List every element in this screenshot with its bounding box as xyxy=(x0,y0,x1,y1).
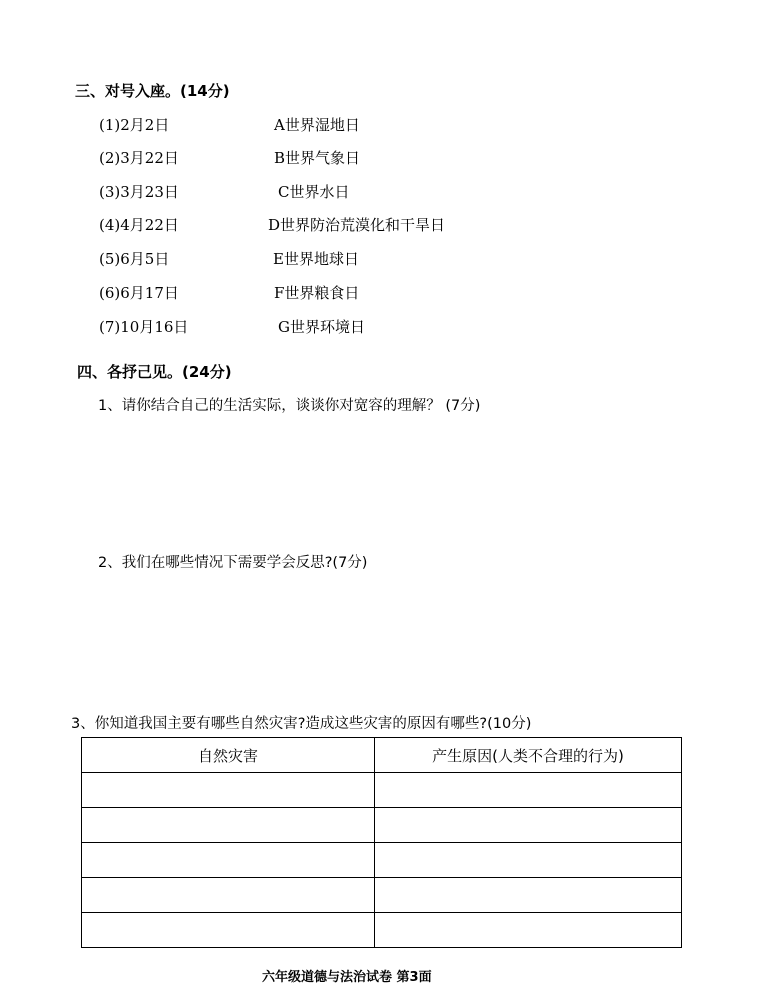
table-row xyxy=(82,808,682,843)
answer-cell[interactable] xyxy=(82,913,375,948)
question-2: 2、我们在哪些情况下需要学会反思?(7分) xyxy=(98,555,368,571)
table-header-row xyxy=(82,738,682,773)
answer-cell[interactable] xyxy=(82,808,375,843)
day-name-e: E世界地球日 xyxy=(273,250,359,268)
date-item-6: (6)6月17日 xyxy=(99,284,179,302)
answer-cell[interactable] xyxy=(375,843,682,878)
day-name-c: C世界水日 xyxy=(278,183,350,201)
table-row xyxy=(82,773,682,808)
question-1: 1、请你结合自己的生活实际，谈谈你对宽容的理解？ (7分) xyxy=(98,398,481,414)
column-header-disasters: 自然灾害 xyxy=(82,738,375,773)
date-item-5: (5)6月5日 xyxy=(99,250,170,268)
date-item-1: (1)2月2日 xyxy=(99,116,170,134)
answer-cell[interactable] xyxy=(375,913,682,948)
date-item-2: (2)3月22日 xyxy=(99,149,179,167)
section-4-title: 四、各抒己见。(24分) xyxy=(77,363,232,381)
table-row xyxy=(82,878,682,913)
table-row xyxy=(82,913,682,948)
answer-cell[interactable] xyxy=(375,878,682,913)
question-3: 3、你知道我国主要有哪些自然灾害?造成这些灾害的原因有哪些?(10分) xyxy=(71,716,532,732)
page-footer: 六年级道德与法治试卷 第3面 xyxy=(262,970,432,985)
day-name-d: D世界防治荒漠化和干旱日 xyxy=(268,216,446,234)
answer-table xyxy=(81,737,682,948)
answer-cell[interactable] xyxy=(82,773,375,808)
date-item-3: (3)3月23日 xyxy=(99,183,179,201)
date-item-4: (4)4月22日 xyxy=(99,216,179,234)
column-header-causes: 产生原因(人类不合理的行为) xyxy=(375,738,682,773)
day-name-f: F世界粮食日 xyxy=(274,284,360,302)
table-row xyxy=(82,843,682,878)
day-name-g: G世界环境日 xyxy=(278,318,365,336)
date-item-7: (7)10月16日 xyxy=(99,318,189,336)
day-name-a: A世界湿地日 xyxy=(274,116,360,134)
day-name-b: B世界气象日 xyxy=(274,149,361,167)
answer-cell[interactable] xyxy=(82,878,375,913)
answer-cell[interactable] xyxy=(375,808,682,843)
answer-cell[interactable] xyxy=(82,843,375,878)
section-3-title: 三、对号入座。(14分) xyxy=(75,82,230,100)
answer-cell[interactable] xyxy=(375,773,682,808)
